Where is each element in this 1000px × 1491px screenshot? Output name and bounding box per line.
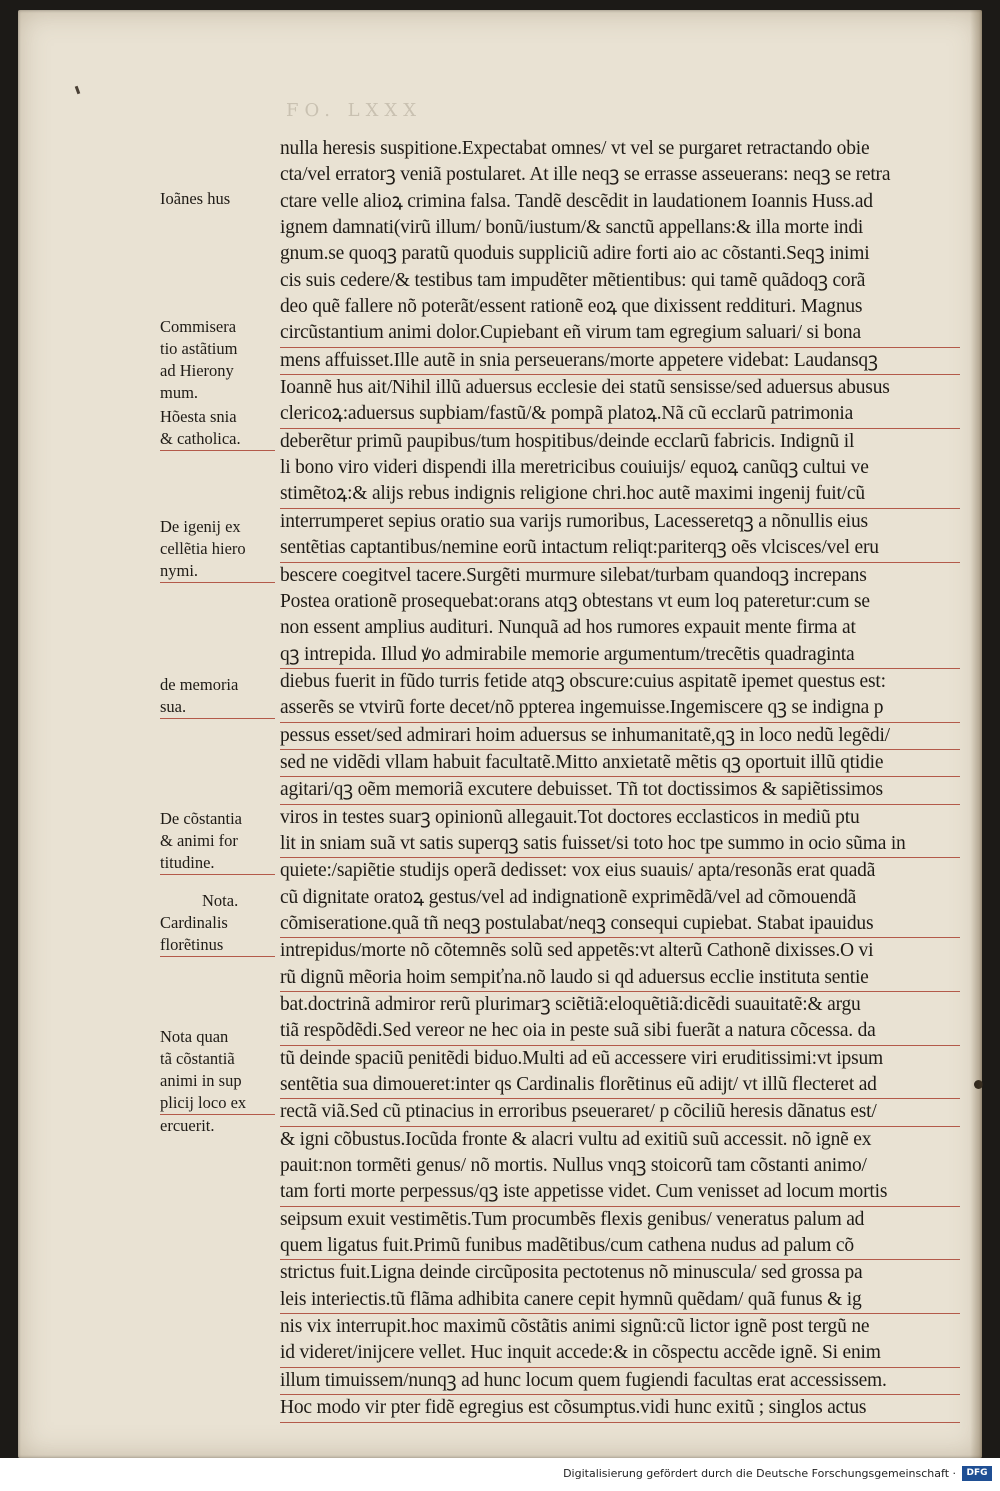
text-line: Postea orationẽ prosequebat:orans atqꝫ obtestans vt eum loq pateretur:cum se — [280, 590, 870, 612]
margin-note-line: tio astãtium — [160, 339, 238, 358]
main-text-block — [280, 136, 960, 1423]
margin-note-line: titudine. — [160, 852, 275, 875]
text-line: bat.doctrinã admiror rerũ plurimarꝫ sciẽtiã:eloquẽtiã:dicẽdi suauitatẽ:& argu — [280, 994, 861, 1015]
text-line: li bono viro videri dispendi illa meretricibus couiuijs/ equoꝝ canũqꝫ cultui ve — [280, 457, 869, 479]
text-line: nulla heresis suspitione.Expectabat omnes/ vt vel se purgaret retractando obie — [280, 138, 870, 159]
margin-note-line: sua. — [160, 696, 275, 719]
margin-note-de-ingenii — [160, 516, 275, 583]
faded-folio-header: FO. LXXX — [286, 100, 423, 121]
text-line: ignem damnati(virũ illum/ bonũ/iustum/& sanctũ appellans:& illa morte indi — [280, 217, 864, 239]
margin-note-line: Cardinalis — [160, 913, 228, 932]
margin-note-line: animi in sup — [160, 1071, 242, 1090]
margin-note-ioannes-hus — [160, 188, 275, 210]
margin-note-line: de memoria — [160, 675, 239, 694]
text-line: bescere coegitvel tacere.Surgẽti murmure silebat/turbam quandoqꝫ increpans — [280, 564, 867, 586]
text-line: asserẽs se vtvirũ forte decet/nõ ppterea ingemuisse.Ingemiscere qꝫ se indigna p — [280, 695, 960, 722]
margin-note-de-memoria — [160, 674, 275, 719]
text-line: quem ligatus fuit.Primũ funibus madẽtibus/cum cathena nudus ad palum cõ — [280, 1233, 960, 1260]
margin-note-line: & animi for — [160, 831, 238, 850]
ink-dot — [974, 1080, 983, 1089]
text-line: tam forti morte perpessus/qꝫ iste appetisse videt. Cum venisset ad locum mortis — [280, 1179, 960, 1206]
text-line: agitari/qꝫ oẽm memoriã excutere debuisset. Tñ tot doctissimos & sapiẽtissimos — [280, 777, 960, 804]
text-line: circũstantium animi dolor.Cupiebant eñ virum tam egregium saluari/ si bona — [280, 320, 960, 347]
margin-note-line: ad Hierony — [160, 361, 234, 380]
margin-note-line: Nota. — [202, 891, 239, 910]
margin-note-line: florẽtinus — [160, 934, 275, 957]
text-line: gnum.se quoqꝫ paratũ quoduis suppliciũ adire forti aio ac cõstanti.Seqꝫ inimi — [280, 243, 870, 265]
text-line: cta/vel erratorꝫ veniã postularet. At ille neqꝫ se errasse asseuerans: neqꝫ se retra — [280, 164, 891, 186]
text-line: nis vix interrupit.hoc maximũ cõstãtis animi signũ:cũ lictor ignẽ post tergũ ne — [280, 1316, 870, 1338]
text-line: rũ dignũ mẽoria hoim sempiťna.nõ laudo si qd aduersus ecclie instituta sentie — [280, 965, 960, 992]
text-line: mens affuisset.Ille autẽ in snia perseuerans/morte appetere videbat: Laudansqꝫ — [280, 348, 960, 375]
text-line: ctare velle alioꝝ crimina falsa. Tandẽ descẽdit in laudationem Ioannis Huss.ad — [280, 190, 873, 212]
margin-note-line: De cõstantia — [160, 809, 243, 828]
text-line: intrepidus/morte nõ cõtemnẽs solũ sed appetẽs:vt alterũ Cathonẽ dixisses.O vi — [280, 940, 874, 962]
text-line: interrumperet sepius oratio sua varijs rumoribus, Lacesseretqꝫ a nõnullis eius — [280, 510, 868, 532]
margin-note-line: nymi. — [160, 560, 275, 583]
margin-note-line: tã cõstantiã — [160, 1049, 235, 1068]
text-line: strictus fuit.Ligna deinde circũposita pectotenus nõ minuscula/ sed grossa pa — [280, 1262, 863, 1284]
text-line: sentẽtia sua dimoueret:inter qs Cardinalis florẽtinus eũ adijt/ vt illũ flecteret ad — [280, 1072, 960, 1099]
text-line: lit in sniam suã vt satis superqꝫ satis fuisset/si toto hoc tpe summo in ocio sũma in — [280, 831, 960, 858]
margin-note-cardinalis — [160, 890, 275, 957]
margin-note-line: cellẽtia hiero — [160, 539, 246, 558]
text-line: deo quẽ fallere nõ poterãt/essent rationẽ eoꝝ que dixissent reddituri. Magnus — [280, 296, 863, 318]
scanned-page — [18, 10, 982, 1458]
text-line: tũ deinde spaciũ penitẽdi biduo.Multi ad eũ accessere viri eruditissimi:vt ipsum — [280, 1047, 883, 1069]
text-line: & igni cõbustus.Iocũda fronte & alacri vultu ad exitiũ suũ accessit. nõ ignẽ ex — [280, 1128, 872, 1150]
margin-note-line: Commisera — [160, 317, 237, 336]
text-line: rectã viã.Sed cũ ptinacius in erroribus pseueraret/ p cõciliũ heresis dãnatus est/ — [280, 1099, 960, 1126]
margin-note-line: plicij loco ex — [160, 1092, 275, 1115]
text-line: pessus esset/sed admirari hoim aduersus se inhumanitatẽ,qꝫ in loco nedũ legẽdi/ — [280, 723, 960, 750]
text-line: cõmiseratione.quã tñ neqꝫ postulabat/neqꝫ consequi cupiebat. Stabat ipauidus — [280, 911, 960, 938]
text-line: stimẽtoꝝ:& alijs rebus indignis religione chri.hoc autẽ maximi ingenij fuit/cũ — [280, 481, 960, 508]
text-line: seipsum exuit vestimẽtis.Tum procumbẽs flexis genibus/ veneratus palum ad — [280, 1208, 865, 1230]
ink-mark — [75, 86, 81, 95]
text-line: quiete:/sapiẽtie studijs operã dedisset: vox eius suauis/ apta/resonãs erat quadã — [280, 860, 876, 882]
text-line: Hoc modo vir pter fidẽ egregius est cõsumptus.vidi hunc exitũ ; singlos actus — [280, 1395, 960, 1422]
margin-note-line: ercuerit. — [160, 1116, 215, 1135]
text-line: deberẽtur primũ paupibus/tum hospitibus/deinde ecclarũ fabricis. Indignũ il — [280, 430, 855, 452]
text-line: Ioannẽ hus ait/Nihil illũ aduersus ecclesie dei statũ sensisse/sed aduersus abusus — [280, 377, 890, 399]
margin-note-commiseratio — [160, 316, 275, 404]
text-line: viros in testes suarꝫ opinionũ allegauit.Tot doctores ecclasticos in mediũ ptu — [280, 806, 860, 828]
text-line: illum timuissem/nunqꝫ ad hunc locum quem fugiendi facultas erat accessissem. — [280, 1368, 960, 1395]
margin-note-line: Hõesta snia — [160, 407, 237, 426]
margin-note-line: & catholica. — [160, 428, 275, 451]
text-line: diebus fuerit in fũdo turris fetide atqꝫ obscure:cuius aspitatẽ ipemet questus est: — [280, 670, 886, 692]
footer-credit: Digitalisierung gefördert durch die Deutsche Forschungsgemeinschaft · — [563, 1467, 956, 1480]
margin-note-honesta — [160, 406, 275, 451]
margin-note-de-constantia — [160, 808, 275, 875]
margin-note-line: Nota quan — [160, 1027, 229, 1046]
dfg-logo: DFG — [962, 1466, 992, 1481]
margin-note-line: Ioãnes hus — [160, 189, 231, 208]
text-line: clericoꝝ:aduersus supbiam/fastũ/& pompã platoꝝ.Nã cũ ecclarũ patrimonia — [280, 401, 960, 428]
footer-bar — [0, 1458, 1000, 1491]
text-line: leis interiectis.tũ flãma adhibita canere cepit hymnũ quẽdam/ quã funus & ig — [280, 1287, 960, 1314]
text-line: qꝫ intrepida. Illud ꝟo admirabile memorie argumentum/trecẽtis quadraginta — [280, 642, 960, 669]
text-line: tiã respõdẽdi.Sed vereor ne hec oia in peste suã sibi fuerãt a natura cõcessa. da — [280, 1018, 960, 1045]
margin-note-nota-constantia — [160, 1026, 275, 1137]
margin-note-line: De igenij ex — [160, 517, 241, 536]
margin-note-line: mum. — [160, 383, 199, 402]
text-line: sentẽtias captantibus/nemine eorũ intactum reliqt:pariterqꝫ oẽs vlcisces/vel eru — [280, 535, 960, 562]
text-line: pauit:non tormẽti genus/ nõ mortis. Nullus vnqꝫ stoicorũ tam cõstanti animo/ — [280, 1155, 867, 1177]
text-line: id videret/inijcere vellet. Huc inquit accede:& in cõspectu accẽde ignẽ. Si enim — [280, 1340, 960, 1367]
text-line: cis suis cedere/& testibus tam impudẽter mẽtientibus: qui tamẽ quãdoqꝫ corã — [280, 269, 866, 291]
text-line: cũ dignitate oratoꝝ gestus/vel ad indignationẽ exprimẽdã/vel ad cõmouendã — [280, 886, 857, 908]
text-line: sed ne vidẽdi vllam habuit facultatẽ.Mitto anxietatẽ mẽtis qꝫ oportuit illũ qtidie — [280, 750, 960, 777]
text-line: non essent amplius audituri. Nunquã ad hos rumores expauit mente firma at — [280, 617, 856, 639]
